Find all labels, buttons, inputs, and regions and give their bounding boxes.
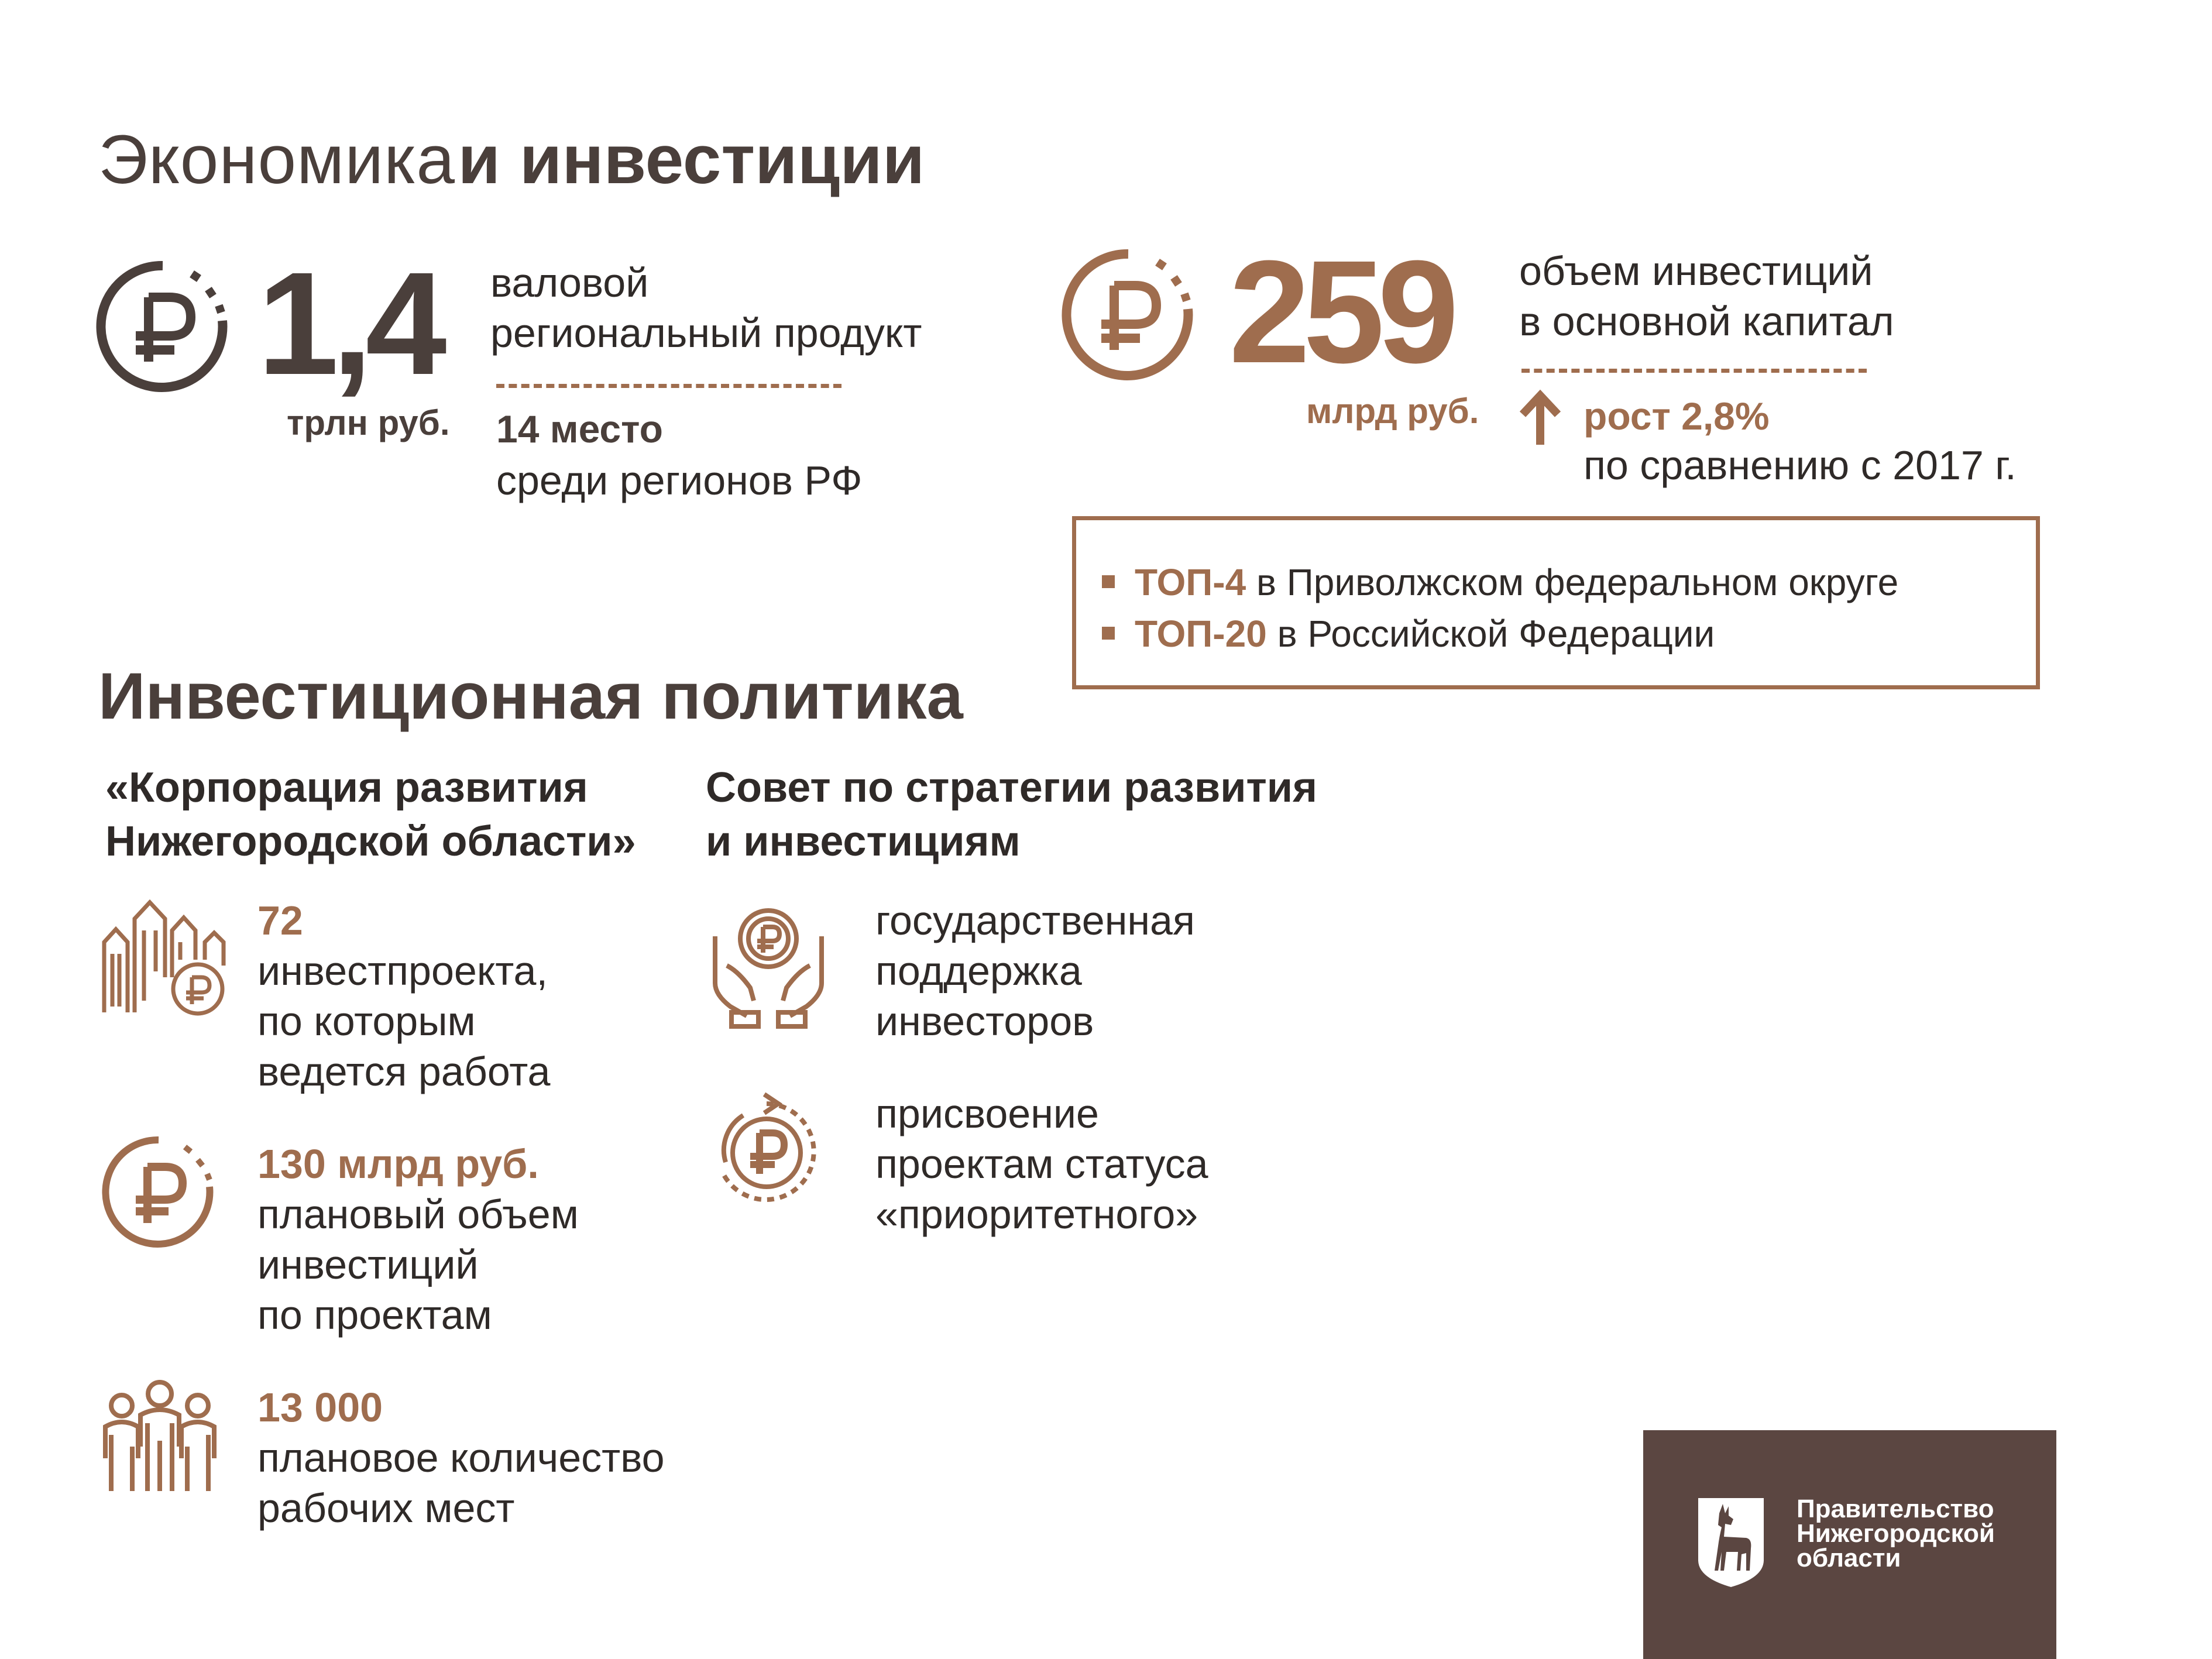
- investments-unit: млрд руб.: [1306, 391, 1479, 431]
- title-bold: и инвестиции: [458, 121, 925, 198]
- arrow-up-icon: [1517, 391, 1564, 447]
- ruble-circle-icon: [103, 1136, 214, 1248]
- ranking-box: [1072, 516, 2040, 689]
- ruble-circle-icon: [1064, 250, 1193, 379]
- state-support-desc: государственная поддержка инвесторов: [875, 898, 1195, 1044]
- grp-label-line2: региональный продукт: [490, 310, 922, 356]
- bullet-square-icon: [1102, 627, 1115, 640]
- deer-coat-of-arms-icon: [1696, 1496, 1766, 1589]
- priority-status-desc: присвоение проектам статуса «приоритетного»: [875, 1091, 1208, 1237]
- grp-label: [490, 257, 922, 358]
- jobs-desc: плановое количество рабочих мест: [257, 1435, 665, 1531]
- grp-divider: [496, 384, 841, 388]
- grp-value: 1,4: [257, 242, 440, 405]
- grp-rank: 14 место: [496, 407, 663, 451]
- planned-investment-value: 130 млрд руб.: [257, 1141, 539, 1187]
- grp-label-line1: валовой: [490, 260, 649, 305]
- investments-growth: рост 2,8%: [1584, 394, 1770, 438]
- projects-desc: инвестпроекта, по которым ведется работа: [257, 948, 551, 1094]
- page-title: [98, 120, 925, 200]
- buildings-ruble-icon: [98, 895, 227, 1018]
- grp-unit: трлн руб.: [287, 403, 450, 442]
- ranking-item: ТОП-20 в Российской Федерации: [1102, 608, 1898, 660]
- hands-coin-icon: [707, 901, 830, 1030]
- projects-count: 72: [257, 898, 303, 943]
- policy-title: Инвестиционная политика: [98, 660, 963, 733]
- grp-rank-desc: среди регионов РФ: [496, 458, 863, 503]
- government-logo-text: Правительство Нижегородской области: [1797, 1495, 1995, 1572]
- government-logo-panel: [1643, 1430, 2056, 1659]
- ruble-circle-icon: [98, 262, 227, 391]
- left-column-heading: «Корпорация развития Нижегородской области»: [105, 764, 636, 865]
- ranking-item: ТОП-4 в Приволжском федеральном округе: [1102, 557, 1898, 608]
- people-group-icon: [98, 1376, 221, 1493]
- planned-investment-desc: плановый объем инвестиций по проектам: [257, 1191, 579, 1338]
- investments-label-line2: в основной капитал: [1519, 298, 1894, 344]
- title-light: Экономика: [98, 121, 456, 198]
- right-column-heading: Совет по стратегии развития и инвестициям: [706, 764, 1318, 865]
- investments-growth-desc: по сравнению с 2017 г.: [1584, 442, 2017, 488]
- investments-label-line1: объем инвестиций: [1519, 248, 1873, 294]
- bullet-square-icon: [1102, 575, 1115, 588]
- investments-divider: [1521, 369, 1867, 373]
- investments-label: [1519, 246, 1894, 346]
- ruble-cycle-icon: [708, 1092, 825, 1215]
- investments-value: 259: [1229, 230, 1452, 393]
- jobs-count: 13 000: [257, 1385, 383, 1430]
